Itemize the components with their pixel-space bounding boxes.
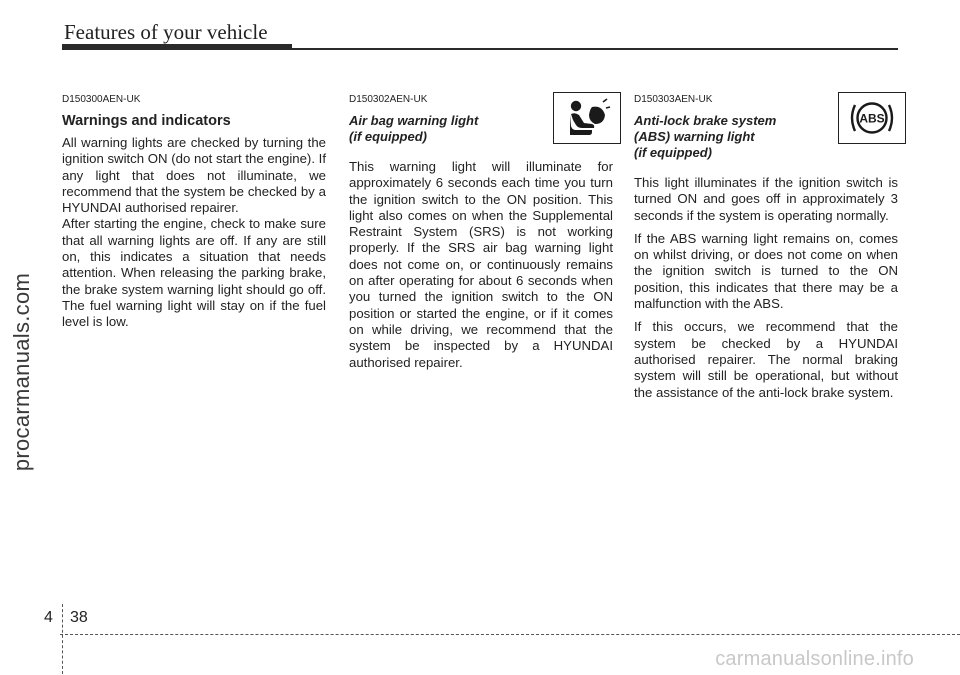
section-warnings-indicators	[62, 94, 326, 331]
paragraph: After starting the engine, check to make sure that all warning lights are off. If any are still on, this indicates a situation that needs attention. When releasing the parking brake, the brake system warning light should go off. The fuel warning light will stay on if the fuel level is low.	[62, 216, 326, 330]
section-title-line: (if equipped)	[349, 129, 427, 144]
airbag-warning-icon	[553, 92, 621, 144]
abs-icon-label: ABS	[859, 111, 885, 126]
section-title-line: Air bag warning light	[349, 113, 479, 128]
section-title-line: Anti-lock brake system	[634, 113, 777, 128]
abs-warning-icon	[838, 92, 906, 144]
section-code: D150300AEN-UK	[62, 94, 141, 105]
page-header-title: Features of your vehicle	[64, 20, 268, 44]
paragraph: If the ABS warning light remains on, comes on whilst driving, or does not come on when the ignition switch is turned to the ON position, this indicates that there may be a malfunction with the ABS.	[634, 230, 898, 312]
chapter-number: 4	[44, 609, 53, 626]
section-title: Warnings and indicators	[62, 113, 231, 129]
footer-divider-horizontal	[60, 634, 960, 635]
header-rule-thick	[62, 44, 292, 50]
section-code: D150303AEN-UK	[634, 94, 713, 105]
paragraph: All warning lights are checked by turning the ignition switch ON (do not start the engine). If any light that does not illuminate, we recommend that the system be checked by a HYUNDAI authorised repairer.	[62, 135, 326, 216]
paragraph: This warning light will illuminate for approximately 6 seconds each time you turn the ignition switch to the ON position. This light also comes on when the Supplemental Restraint System (SRS) is not working properly. If the SRS air bag warning light does not come on, or continuously remains on after operating for about 6 seconds when you turned the ignition switch to the ON position or started the engine, or if it comes on while driving, we recommend that the system be inspected by a HYUNDAI authorised repairer.	[349, 159, 613, 370]
section-title-line: (if equipped)	[634, 145, 712, 160]
section-abs-warning	[634, 94, 898, 408]
header-rule-thin	[292, 48, 898, 50]
section-title-line: (ABS) warning light	[634, 129, 755, 144]
section-airbag-warning	[349, 94, 613, 378]
page-number: 38	[70, 609, 88, 626]
paragraph: This light illuminates if the ignition switch is turned ON and goes off in approximately 3 seconds if the system is operating normally.	[634, 175, 898, 223]
footer-divider-vertical	[62, 604, 63, 674]
section-code: D150302AEN-UK	[349, 94, 428, 105]
side-watermark: procarmanuals.com	[9, 272, 34, 472]
paragraph: If this occurs, we recommend that the system be checked by a HYUNDAI authorised repairer. The normal braking system will still be operational, but without the assistance of the anti-lock brake system.	[634, 319, 898, 400]
bottom-watermark: carmanualsonline.info	[715, 648, 914, 670]
